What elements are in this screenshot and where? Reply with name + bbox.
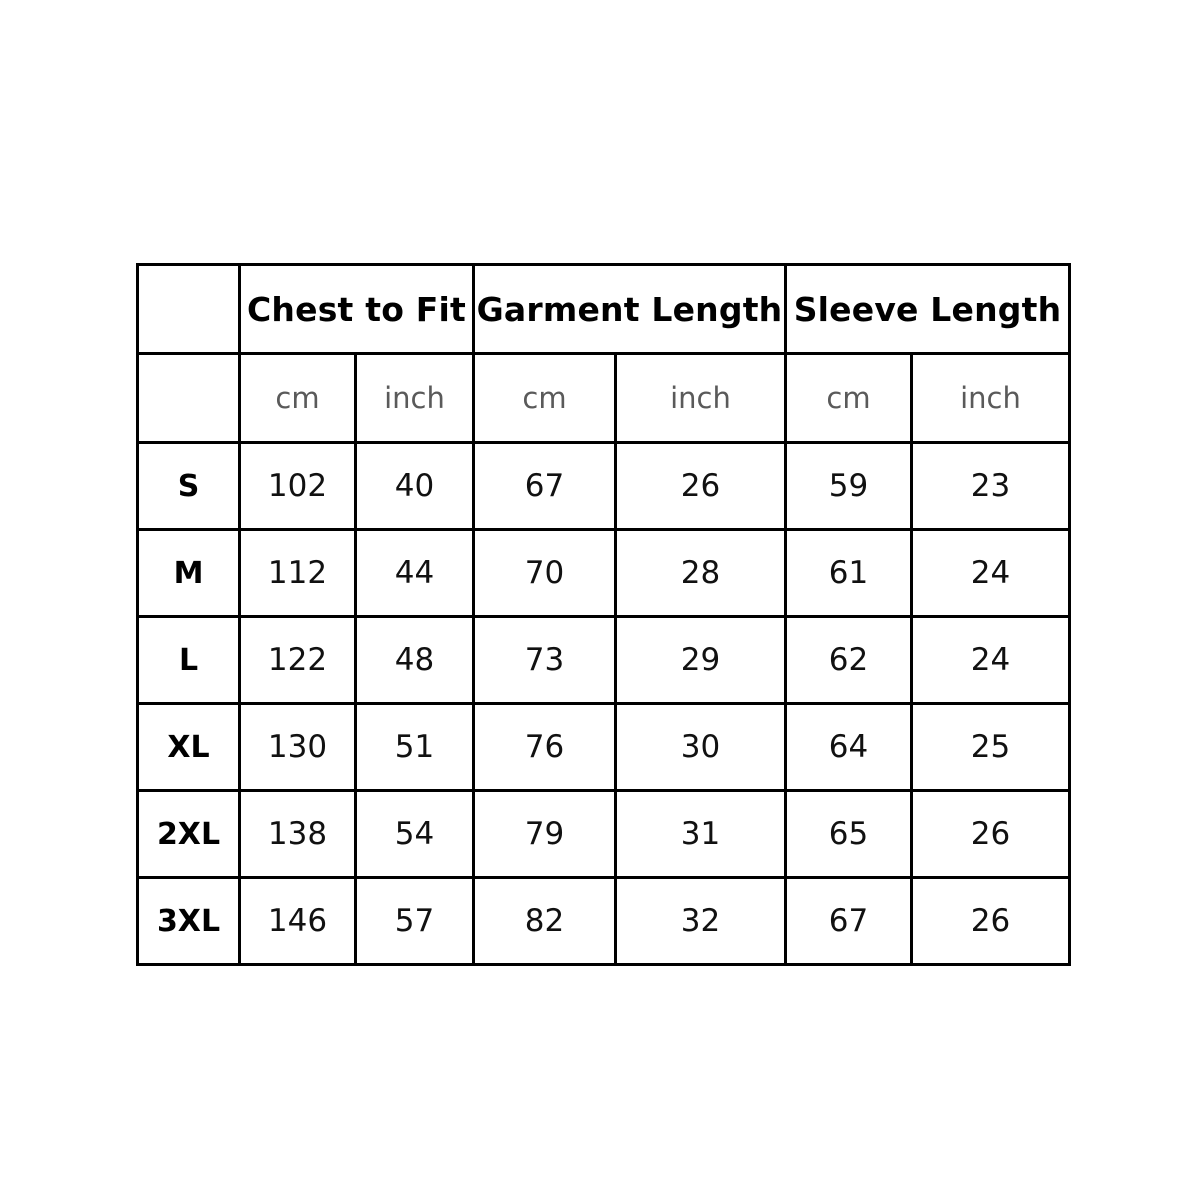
cell-chest-cm: 122 [240, 617, 356, 704]
cell-length-inch: 31 [616, 791, 786, 878]
group-header-chest: Chest to Fit [240, 265, 474, 354]
table-row [138, 617, 1070, 704]
cell-length-cm: 82 [474, 878, 616, 965]
cell-chest-cm: 102 [240, 443, 356, 530]
cell-sleeve-cm: 64 [786, 704, 912, 791]
unit-header-chest-cm: cm [240, 354, 356, 443]
table-row [138, 878, 1070, 965]
cell-chest-cm: 146 [240, 878, 356, 965]
size-chart-container [136, 263, 1068, 939]
unit-header-sleeve-cm: cm [786, 354, 912, 443]
cell-length-cm: 67 [474, 443, 616, 530]
cell-sleeve-inch: 23 [912, 443, 1070, 530]
table-row [138, 443, 1070, 530]
unit-header-sleeve-inch: inch [912, 354, 1070, 443]
cell-sleeve-inch: 25 [912, 704, 1070, 791]
row-size-label: S [138, 443, 240, 530]
table-row [138, 530, 1070, 617]
cell-sleeve-cm: 67 [786, 878, 912, 965]
cell-length-inch: 32 [616, 878, 786, 965]
cell-length-cm: 70 [474, 530, 616, 617]
unit-header-length-inch: inch [616, 354, 786, 443]
group-header-garment-length: Garment Length [474, 265, 786, 354]
unit-header-chest-inch: inch [356, 354, 474, 443]
cell-sleeve-inch: 26 [912, 878, 1070, 965]
row-size-label: L [138, 617, 240, 704]
cell-sleeve-cm: 59 [786, 443, 912, 530]
cell-sleeve-cm: 61 [786, 530, 912, 617]
cell-length-cm: 76 [474, 704, 616, 791]
row-size-label: 3XL [138, 878, 240, 965]
row-size-label: M [138, 530, 240, 617]
cell-length-inch: 30 [616, 704, 786, 791]
table-row [138, 704, 1070, 791]
cell-sleeve-inch: 24 [912, 530, 1070, 617]
cell-chest-inch: 44 [356, 530, 474, 617]
cell-length-inch: 29 [616, 617, 786, 704]
cell-length-inch: 28 [616, 530, 786, 617]
cell-chest-inch: 40 [356, 443, 474, 530]
cell-sleeve-inch: 24 [912, 617, 1070, 704]
cell-length-inch: 26 [616, 443, 786, 530]
cell-chest-cm: 138 [240, 791, 356, 878]
group-header-row [138, 265, 1070, 354]
cell-chest-inch: 57 [356, 878, 474, 965]
cell-sleeve-cm: 65 [786, 791, 912, 878]
cell-chest-inch: 48 [356, 617, 474, 704]
cell-chest-inch: 54 [356, 791, 474, 878]
cell-length-cm: 73 [474, 617, 616, 704]
cell-sleeve-inch: 26 [912, 791, 1070, 878]
unit-header-row [138, 354, 1070, 443]
corner-blank-cell-2 [138, 354, 240, 443]
group-header-sleeve-length: Sleeve Length [786, 265, 1070, 354]
corner-blank-cell [138, 265, 240, 354]
cell-chest-cm: 130 [240, 704, 356, 791]
cell-length-cm: 79 [474, 791, 616, 878]
row-size-label: XL [138, 704, 240, 791]
unit-header-length-cm: cm [474, 354, 616, 443]
row-size-label: 2XL [138, 791, 240, 878]
cell-sleeve-cm: 62 [786, 617, 912, 704]
cell-chest-inch: 51 [356, 704, 474, 791]
cell-chest-cm: 112 [240, 530, 356, 617]
size-chart-table [136, 263, 1071, 966]
table-row [138, 791, 1070, 878]
